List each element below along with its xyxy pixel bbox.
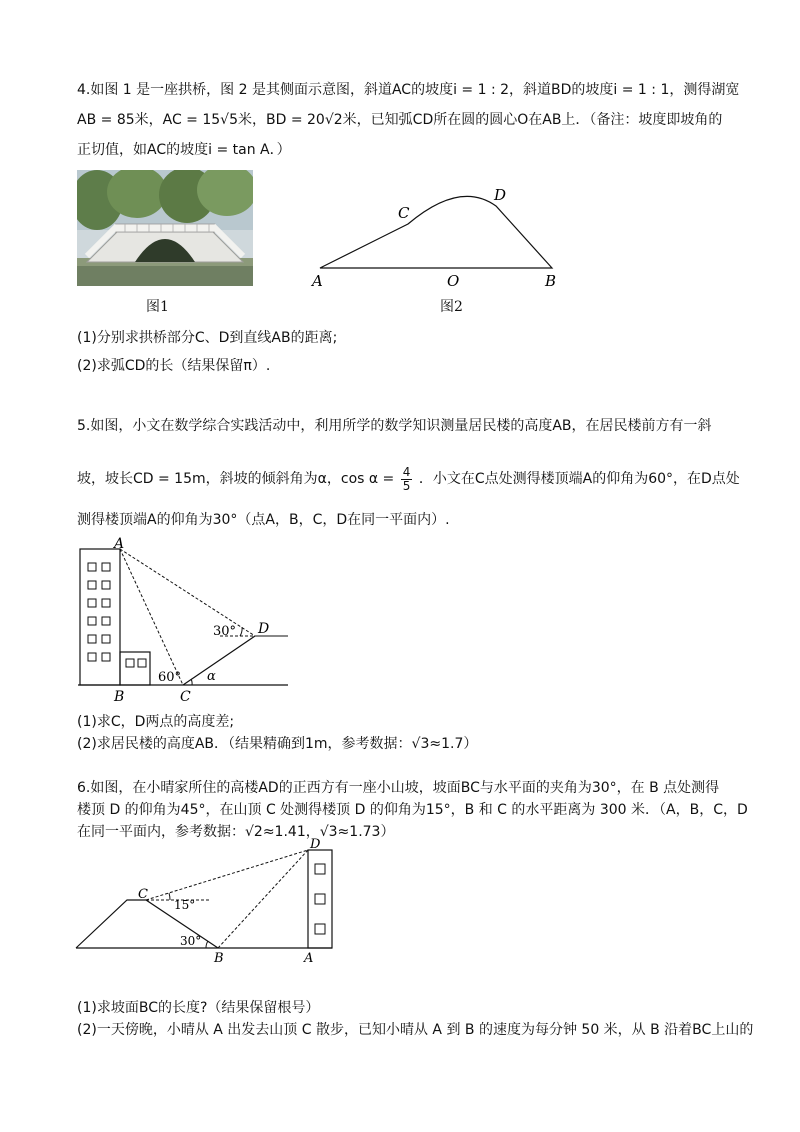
label-C: C <box>398 204 410 222</box>
q4-sub2: (2)求弧CD的长（结果保留π）. <box>77 358 271 374</box>
q5-label-A: A <box>114 536 125 552</box>
q5-sub1: (1)求C，D两点的高度差; <box>77 714 235 730</box>
frac-numerator: 4 <box>402 464 411 479</box>
q6-line1: 6.如图，在小晴家所住的高楼AD的正西方有一座小山坡，坡面BC与水平面的夹角为30°，在 B 点处测得 <box>77 780 720 796</box>
q5-line3: 测得楼顶端A的仰角为30°（点A，B，C，D在同一平面内）. <box>77 512 450 528</box>
building-tall <box>80 549 120 685</box>
q5-sub2: (2)求居民楼的高度AB．（结果精确到1m，参考数据：√3≈1.7） <box>77 736 478 752</box>
building-low <box>120 652 150 685</box>
q5-line2-a: 坡，坡长CD = 15m，斜坡的倾斜角为α，cos α = <box>77 471 395 487</box>
label-O: O <box>447 272 460 290</box>
q4-line1: 4.如图 1 是一座拱桥，图 2 是其侧面示意图，斜道AC的坡度i = 1 : 2，斜道BD的坡度i = 1 : 1，测得湖宽 <box>77 82 740 98</box>
q5-line1: 5.如图，小文在数学综合实践活动中，利用所学的数学知识测量居民楼的高度AB，在居民楼前方有一斜 <box>77 418 712 434</box>
bridge-outline <box>320 196 552 268</box>
cos-fraction <box>401 466 413 493</box>
q4-sub1: (1)分别求拱桥部分C、D到直线AB的距离; <box>77 330 338 346</box>
hill-building-diagram <box>70 836 370 971</box>
fig1-caption: 图1 <box>146 299 169 315</box>
q5-angle-60: 60° <box>158 670 182 685</box>
q5-label-D: D <box>258 621 270 637</box>
q5-label-C: C <box>180 689 191 705</box>
label-B: B <box>545 272 557 290</box>
q6-label-B: B <box>214 951 224 966</box>
q5-angle-alpha: α <box>207 669 216 684</box>
q4-line2: AB = 85米，AC = 15√5米，BD = 20√2米，已知弧CD所在圆的圆心O在AB上．（备注：坡度即坡角的 <box>77 112 723 128</box>
q5-angle-30: 30° <box>213 624 237 639</box>
frac-denominator: 5 <box>402 478 411 493</box>
q6-line2: 楼顶 D 的仰角为45°，在山顶 C 处测得楼顶 D 的仰角为15°，B 和 C 的水平距离为 300 米．（A，B，C，D <box>77 802 748 818</box>
label-D: D <box>494 186 507 204</box>
q5-line2 <box>77 464 740 494</box>
fig2-caption: 图2 <box>440 299 463 315</box>
q6-sub1: (1)求坡面BC的长度?（结果保留根号） <box>77 1000 320 1016</box>
q5-label-B: B <box>114 689 125 705</box>
label-A: A <box>312 272 323 290</box>
arch-bridge-diagram <box>300 180 580 300</box>
q6-line3: 在同一平面内，参考数据：√2≈1.41，√3≈1.73） <box>77 824 395 840</box>
building-slope-diagram <box>70 535 300 705</box>
q6-label-C: C <box>138 887 148 902</box>
q6-label-D: D <box>310 837 321 852</box>
q6-label-A: A <box>304 951 314 966</box>
q6-building <box>308 850 332 948</box>
q6-angle-15: 15° <box>174 898 196 912</box>
bridge-photo <box>77 170 253 286</box>
q5-line2-b: ．小文在C点处测得楼顶端A的仰角为60°，在D点处 <box>418 471 740 487</box>
q4-line3: 正切值，如AC的坡度i = tan A．） <box>77 142 291 158</box>
q6-sub2: (2)一天傍晚，小晴从 A 出发去山顶 C 散步，已知小晴从 A 到 B 的速度为每分钟 50 米，从 B 沿着BC上山的 <box>77 1022 754 1038</box>
q6-angle-30: 30° <box>180 934 202 948</box>
